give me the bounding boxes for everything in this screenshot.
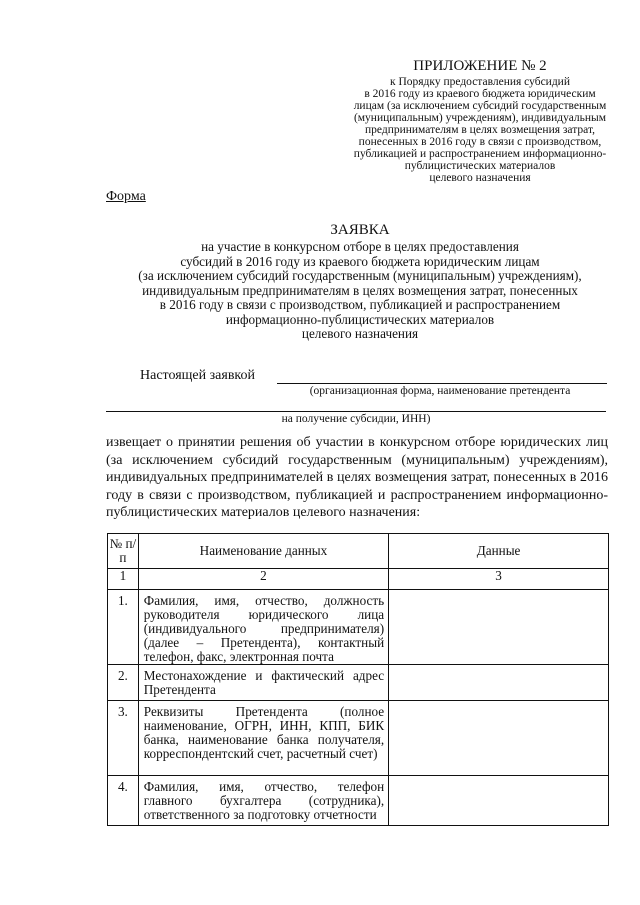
- appendix-title: ПРИЛОЖЕНИЕ № 2: [413, 58, 547, 74]
- row-value-field[interactable]: [389, 701, 609, 776]
- appendix-line: публицистических материалов: [404, 160, 556, 172]
- row-number: 1.: [108, 590, 139, 665]
- body-paragraph: извещает о принятии решения об участии в конкурсном отборе юридических лиц (за исключением субсидий государственным (муниципальным) учреждениям), индивидуальных предпринимателей в целях возмещения затрат, понесенных в 2016 году в связи с производством, публикацией и распространением информационно-публицистических материалов целевого назначения:: [106, 435, 608, 520]
- appendix-line: лицам (за исключением субсидий государственным: [353, 100, 607, 112]
- table-index-row: [108, 569, 609, 590]
- row-label: Реквизиты Претендента (полное наименование, ОГРН, ИНН, КПП, БИК банка, наименование банка получателя, корреспондентский счет, расчетный счет): [138, 701, 388, 776]
- appendix-line: целевого назначения: [429, 172, 531, 184]
- index-cell: 2: [138, 569, 388, 590]
- table-row: [108, 590, 609, 665]
- appendix-line: (муниципальным) учреждениям), индивидуальным: [353, 112, 607, 124]
- row-number: 4.: [108, 776, 139, 826]
- appendix-line: понесенных в 2016 году в связи с производством,: [358, 136, 602, 148]
- applicant-name-field[interactable]: [277, 383, 607, 384]
- header-name: Наименование данных: [138, 534, 388, 569]
- subtitle-line: информационно-публицистических материалов: [225, 311, 495, 327]
- subtitle-line: целевого назначения: [301, 326, 419, 341]
- subtitle-line: субсидий в 2016 году из краевого бюджета юридическим лицам: [180, 253, 540, 269]
- appendix-line: предпринимателям в целях возмещения затрат,: [364, 124, 595, 136]
- row-label: Фамилия, имя, отчество, телефон главного бухгалтера (сотрудника), ответственного за подготовку отчетности: [138, 776, 388, 826]
- header-value: Данные: [389, 534, 609, 569]
- table-header-row: [108, 534, 609, 569]
- data-table: [107, 533, 609, 826]
- applicant-caption-b: на получение субсидии, ИНН): [281, 413, 431, 425]
- row-label: Местонахождение и фактический адрес Претендента: [138, 665, 388, 701]
- appendix-line: публикацией и распространением информационно-: [353, 148, 607, 160]
- applicant-caption-a: (организационная форма, наименование претендента: [309, 385, 571, 397]
- subtitle-line: в 2016 году в связи с производством, публикацией и распространением: [159, 297, 561, 312]
- appendix-line: в 2016 году из краевого бюджета юридическим: [364, 88, 596, 100]
- index-cell: 3: [389, 569, 609, 590]
- table-row: [108, 665, 609, 701]
- intro-lead: Настоящей заявкой: [140, 368, 256, 383]
- subtitle-line: (за исключением субсидий государственным (муниципальным) учреждениям),: [138, 268, 582, 283]
- row-label: Фамилия, имя, отчество, должность руководителя юридического лица (индивидуального предпринимателя) (далее – Претендента), контактный телефон, факс, электронная почта: [138, 590, 388, 665]
- page-title: ЗАЯВКА: [330, 222, 390, 238]
- index-cell: 1: [108, 569, 139, 590]
- row-value-field[interactable]: [389, 776, 609, 826]
- row-number: 2.: [108, 665, 139, 701]
- row-value-field[interactable]: [389, 590, 609, 665]
- subtitle-line: на участие в конкурсном отборе в целях предоставления: [201, 239, 519, 254]
- form-label: Форма: [106, 189, 146, 204]
- row-number: 3.: [108, 701, 139, 776]
- header-num: № п/п: [108, 534, 139, 569]
- applicant-inn-field[interactable]: [106, 411, 606, 412]
- subtitle-line: индивидуальным предпринимателям в целях возмещения затрат, понесенных: [142, 282, 578, 298]
- appendix-block: [330, 58, 630, 184]
- appendix-line: к Порядку предоставления субсидий: [390, 76, 570, 88]
- row-value-field[interactable]: [389, 665, 609, 701]
- table-row: [108, 701, 609, 776]
- subtitle-block: [100, 240, 620, 342]
- table-row: [108, 776, 609, 826]
